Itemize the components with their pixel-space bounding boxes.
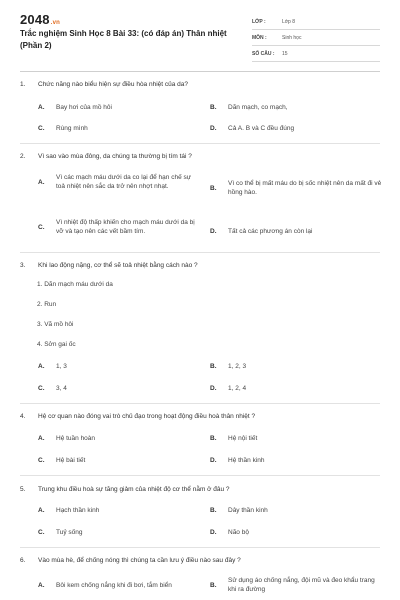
meta-row-count xyxy=(252,46,380,62)
option-text: Tất cả các phương án còn lại xyxy=(228,228,313,235)
question-number: 4. xyxy=(20,413,26,420)
meta-row-class xyxy=(252,14,380,30)
question-number: 5. xyxy=(20,486,26,493)
option-letter: A. xyxy=(38,104,45,111)
question-number: 6. xyxy=(20,557,26,564)
option-text: 1, 3 xyxy=(56,363,67,370)
question-1 xyxy=(20,80,390,89)
option-letter: C. xyxy=(38,125,45,132)
logo-text: 2048 xyxy=(20,12,50,27)
option-letter: A. xyxy=(38,507,45,514)
option-b[interactable] xyxy=(210,506,268,515)
option-a[interactable] xyxy=(38,103,112,112)
question-text: Hệ cơ quan nào đóng vai trò chủ đạo trong hoạt động điều hoà thân nhiệt ? xyxy=(38,413,256,420)
option-a[interactable] xyxy=(38,362,67,371)
option-letter: B. xyxy=(210,184,217,192)
option-c[interactable] xyxy=(38,218,198,236)
logo-suffix: .vn xyxy=(50,20,61,26)
option-a[interactable] xyxy=(38,173,198,191)
meta-box xyxy=(252,14,380,62)
option-b[interactable] xyxy=(210,179,382,197)
option-text: Vì co thể bị mất máu do bị sốc nhiệt nên da mất đi vẻ hồng hào. xyxy=(228,180,382,196)
option-a[interactable] xyxy=(38,434,95,443)
option-c[interactable] xyxy=(38,456,85,465)
option-text: 3, 4 xyxy=(56,385,67,392)
option-text: Vì các mạch máu dưới da co lại để hạn chế sự toả nhiệt nên sắc da trở nên nhợt nhạt. xyxy=(56,174,192,190)
option-text: 1, 2, 3 xyxy=(228,363,247,370)
option-letter: B. xyxy=(210,104,217,111)
option-letter: D. xyxy=(210,529,217,536)
option-d[interactable] xyxy=(210,124,294,133)
question-number: 1. xyxy=(20,81,26,88)
option-c[interactable] xyxy=(38,124,88,133)
option-b[interactable] xyxy=(210,103,288,112)
option-letter: C. xyxy=(38,223,45,231)
option-text: Bôi kem chống nắng khi đi bơi, tắm biển xyxy=(56,582,172,589)
option-text: Sử dụng áo chống nắng, đội mũ và đeo khẩu trang khi ra đường xyxy=(228,577,375,593)
option-d[interactable] xyxy=(210,227,313,236)
option-b[interactable] xyxy=(210,362,246,371)
option-letter: D. xyxy=(210,228,217,235)
header-divider xyxy=(20,71,380,72)
question-6 xyxy=(20,556,390,565)
list-item: 2. Run xyxy=(37,301,57,308)
option-text: Hạch thần kinh xyxy=(56,507,100,514)
question-divider xyxy=(20,403,380,404)
option-letter: B. xyxy=(210,507,217,514)
option-letter: C. xyxy=(38,385,45,392)
question-4 xyxy=(20,412,390,421)
option-letter: C. xyxy=(38,457,45,464)
question-number: 2. xyxy=(20,153,26,160)
meta-value: Lớp 8 xyxy=(282,18,296,25)
site-logo[interactable] xyxy=(20,12,60,27)
meta-label: MÔN : xyxy=(252,34,267,41)
option-text: Não bộ xyxy=(228,529,249,536)
list-item: 1. Dãn mạch máu dưới da xyxy=(37,281,113,288)
option-d[interactable] xyxy=(210,528,249,537)
option-text: Hệ tuần hoàn xyxy=(56,435,96,442)
option-b[interactable] xyxy=(210,434,257,443)
question-text: Vì sao vào mùa đông, da chúng ta thường bị tím tái ? xyxy=(38,153,192,160)
page-title: Trắc nghiệm Sinh Học 8 Bài 33: (có đáp án) Thân nhiệt (Phần 2) xyxy=(20,29,227,50)
question-divider xyxy=(20,547,380,548)
option-letter: A. xyxy=(38,363,45,370)
meta-label: SỐ CÂU : xyxy=(252,50,275,57)
question-text: Vào mùa hè, để chống nóng thì chúng ta cần lưu ý điều nào sau đây ? xyxy=(38,557,241,564)
question-divider xyxy=(20,475,380,476)
option-letter: D. xyxy=(210,457,217,464)
option-letter: B. xyxy=(210,363,217,370)
option-text: Hệ nội tiết xyxy=(228,435,258,442)
option-letter: B. xyxy=(210,435,217,442)
option-text: Dây thần kinh xyxy=(228,507,268,514)
option-letter: A. xyxy=(38,435,45,442)
question-divider xyxy=(20,252,380,253)
option-a[interactable] xyxy=(38,581,172,590)
option-letter: D. xyxy=(210,385,217,392)
option-a[interactable] xyxy=(38,506,99,515)
question-3 xyxy=(20,261,390,270)
meta-value: 15 xyxy=(282,50,288,57)
question-divider xyxy=(20,143,380,144)
option-text: Bay hơi của mồ hôi xyxy=(56,104,112,111)
option-text: Vì nhiệt độ thấp khiến cho mạch máu dưới da bị vỡ và tạo nên các vết bầm tím. xyxy=(56,219,195,235)
option-text: Cả A. B và C đều đúng xyxy=(228,125,295,132)
option-d[interactable] xyxy=(210,384,246,393)
option-text: 1, 2, 4 xyxy=(228,385,247,392)
option-text: Hệ thần kinh xyxy=(228,457,265,464)
option-d[interactable] xyxy=(210,456,265,465)
option-letter: A. xyxy=(38,582,45,589)
option-text: Dãn mạch, co mạch, xyxy=(228,104,288,111)
option-text: Tuỷ sống xyxy=(56,529,83,536)
option-c[interactable] xyxy=(38,384,67,393)
question-text: Trung khu điều hoà sự tăng giảm của nhiệt độ cơ thể nằm ở đâu ? xyxy=(38,486,230,493)
option-text: Hệ bài tiết xyxy=(56,457,86,464)
question-text: Chức năng nào biểu hiện sự điều hòa nhiệt của da? xyxy=(38,81,189,88)
question-text: Khi lao động nặng, cơ thể sẽ toả nhiệt bằng cách nào ? xyxy=(38,262,198,269)
option-text: Rùng mình xyxy=(56,125,88,132)
option-c[interactable] xyxy=(38,528,83,537)
option-b[interactable] xyxy=(210,576,382,594)
question-number: 3. xyxy=(20,262,26,269)
option-letter: A. xyxy=(38,178,45,186)
list-item: 4. Sởn gai ốc xyxy=(37,341,76,348)
list-item: 3. Vã mồ hôi xyxy=(37,321,74,328)
meta-value: Sinh học xyxy=(282,34,302,41)
option-letter: B. xyxy=(210,581,217,589)
option-letter: D. xyxy=(210,125,217,132)
question-2 xyxy=(20,152,390,161)
meta-row-subject xyxy=(252,30,380,46)
question-5 xyxy=(20,485,390,494)
meta-label: LỚP : xyxy=(252,18,266,25)
option-letter: C. xyxy=(38,529,45,536)
